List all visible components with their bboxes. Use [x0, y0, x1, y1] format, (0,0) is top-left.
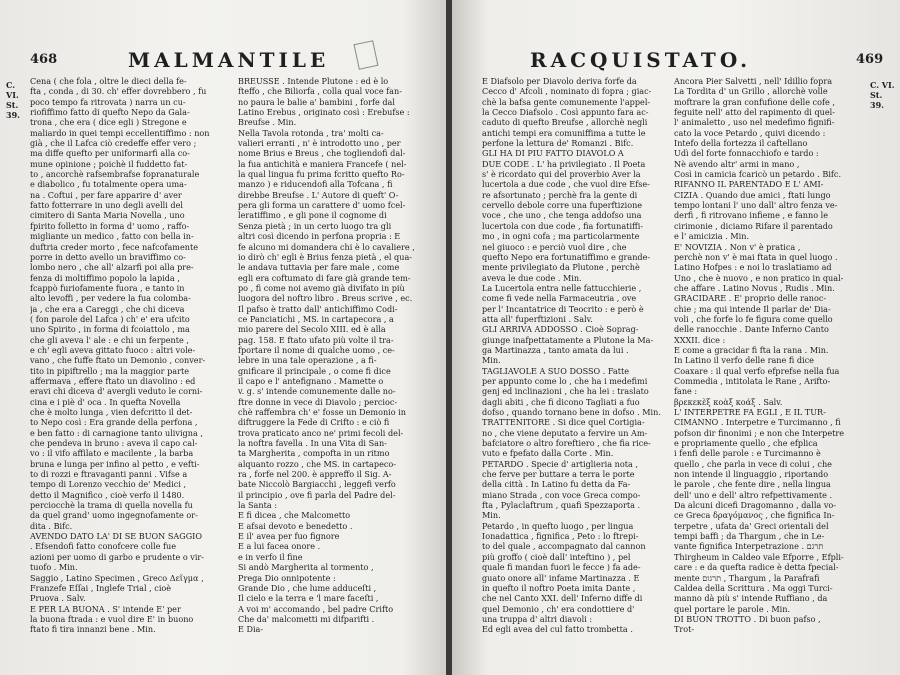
text-line: i fenfi delle parole : e Turcimanno è [674, 448, 821, 459]
text-line: per appunto come lo , che ha i medefimi [482, 375, 648, 386]
text-line: io dirò ch' egli è Brius fenza pietà , el qua- [238, 251, 413, 262]
text-line: e l' amicizia . Min. [674, 231, 750, 242]
text-line: pag. 158. E ftato ufato più volte il tra- [238, 334, 394, 345]
text-line: diftruggere la Fede di Crifto : e ciò fi [238, 417, 390, 428]
text-line: già , che il Lafca ciò credeffe effer vero ; [30, 138, 197, 149]
text-line: cato la voce Petardo , quivi dicendo : [674, 127, 826, 138]
text-line: in quefto il noftro Poeta imita Dante , [482, 582, 636, 593]
text-line: In Latino il verfo delle rane fi dice [674, 355, 814, 366]
text-line: pera gli forma un carattere d' uomo fcel- [238, 200, 406, 211]
text-line: BREUSSE . Intende Plutone : ed è lo [238, 76, 389, 86]
text-line: riofiffimo fatto di quefto Nepo da Gala- [30, 107, 190, 118]
text-line: quefto Nepo era fortunatiffimo e grande- [482, 251, 651, 262]
text-line: cimitero di Santa Maria Novella , uno [30, 210, 185, 221]
text-line: leratiffimo , e gli pone il cognome di [238, 210, 387, 221]
text-line: La Tordita d' un Grillo , allorchè volle [674, 86, 828, 97]
text-line: tito in pipiftrello ; ma la maggior parte [30, 365, 190, 376]
text-line: E' NOVIZIA . Non v' è pratica , [674, 241, 801, 252]
text-line: le parole , che fente dire , nella lingua [674, 479, 831, 490]
text-line: fcappò furiofamente fuora , e tanto in [30, 282, 185, 293]
text-line: bate Niccolò Bargiacchi , leggefi verfo [238, 479, 396, 490]
text-line: bruna e lunga per infino al petto , e vefti- [30, 458, 200, 469]
text-line: PETARDO . Specie d' artiglieria nota , [482, 458, 638, 469]
text-line: alto levoffi , per vedere la fua colomba- [30, 293, 191, 304]
text-line: na . Coftui , per fare apparire d' aver [30, 189, 182, 200]
left-column-1 [30, 76, 232, 635]
text-line: La Lucertola entra nelle fattucchierie , [482, 282, 642, 293]
text-line: lucertola con due code , fia fortunatiffi- [482, 220, 644, 231]
text-line: e propriamente quello , che efplica [674, 438, 818, 449]
text-line: fta , conda , di 30. ch' effer dovrebbero , fu [30, 86, 207, 97]
text-line: nel giuoco : e perciò vuol dire , che [482, 241, 627, 252]
text-line: Latino Hofpes : e noi lo traslatiamo ad [674, 262, 832, 273]
text-line: non intende il linguaggio , riportando [674, 469, 829, 480]
text-line: Il cielo e la terra e 'l mare faceſti , [238, 593, 379, 604]
text-line: ( fon parole del Lafca ) ch' e' era ufcito [30, 313, 190, 324]
text-line: Commedia , intitolata le Rane , Arifto- [674, 375, 831, 386]
right-column-2 [674, 76, 868, 635]
right-page [452, 0, 900, 675]
text-line: manzo ) e riducendofi alla Tofcana , fi [238, 179, 393, 190]
right-column-1 [482, 76, 668, 635]
text-line: atta all' fuperftizioni . Salv. [482, 313, 593, 324]
text-line: perchè non v' è mai ftata in quel luogo . [674, 251, 838, 262]
text-line: che ferve per buttare a terra le porte [482, 469, 635, 480]
text-line: Latino Erebus , originato così : Erebufse : [238, 107, 410, 118]
text-line: nome Brius e Breus , che togliendofi dal- [238, 148, 406, 159]
text-line: terpetre , ufata da' Greci orientali del [674, 520, 829, 531]
text-line: mente תרגום , Thargum , la Parafrafi [674, 572, 820, 583]
text-line: fportare il nome di qualche uomo , ce- [238, 344, 395, 355]
text-line: il principio , ove fi parla del Padre del- [238, 489, 396, 500]
text-line: eravi chi diceva d' avergli veduto le corni- [30, 386, 203, 397]
text-line: che gli aveva l' ale : e chi un ferpente , [30, 334, 189, 345]
text-line: Thirgheum in Caldeo vale Efporre , Efpli- [674, 551, 844, 562]
text-line: E PER LA BUONA . S' intende E' per [30, 603, 181, 614]
text-line: trova praticato anco ne' primi fecoli del- [238, 427, 404, 438]
text-line: βρεκεκὲξ κοὰξ κοάξ . Salv. [674, 396, 783, 407]
text-line: Cecco d' Afcoli , nominato di fopra ; giac- [482, 86, 652, 97]
text-line: mune opinione ; poichè il fuddetto fat- [30, 158, 188, 169]
text-line: genj ed inclinazioni , che ha lei : traslato [482, 386, 649, 397]
text-line: e ch' egli aveva gittato fuoco : altri vole- [30, 344, 196, 355]
text-line: come fi vede nella Farmaceutria , ove [482, 293, 637, 304]
text-line: chie ; ma qui intende Il parlar de' Dia- [674, 303, 831, 314]
text-line: quel portare le parole . Min. [674, 603, 791, 614]
text-line: ma diffe quefto per uniformarfi alla co- [30, 148, 190, 159]
text-line: affermava , effere ftato un diavolino : ed [30, 375, 196, 386]
text-line: DUE CODE . L' ha privilegiato . Il Poeta [482, 158, 646, 169]
text-line: la Santa : [238, 500, 277, 511]
text-line: mo , in ogni cofa ; ma particolarmente [482, 231, 640, 242]
text-line: altri così dicendo in perfona propria : E [238, 231, 401, 242]
text-line: . Efsendofi fatto conofcere colle fue [30, 541, 176, 552]
text-line: Breufse . Min. [238, 117, 297, 128]
text-line: poco tempo fa ritrovata ) narra un cu- [30, 96, 186, 107]
text-line: Si andò Margherita al tormento , [238, 562, 374, 573]
text-line: mente privilegiato da Plutone , perchè [482, 262, 640, 273]
text-line: tuofo . Min. [30, 562, 78, 573]
text-line: dofso , quando tornano bene in dofso . Min. [482, 407, 661, 417]
text-line: più groffo ( cioè dall' inteftino ) , pel [482, 551, 631, 562]
text-line: fane : [674, 386, 698, 397]
text-line: ra , forfe nel 200. è appreffo il Sig. A- [238, 469, 392, 480]
text-line: GLI HA DI PIU FATTO DIAVOLO A [482, 148, 624, 159]
text-line: che pendeva in bruno : aveva il capo cal- [30, 438, 198, 449]
text-line: Coaxare : il qual verfo efprefse nella fua [674, 365, 840, 376]
text-line: detto il Magnifico , cioè verfo il 1480. [30, 489, 185, 500]
text-line: migliante un medico , fatto con bella in- [30, 231, 194, 242]
text-line: po , fi come noi avemo già divifato in più [238, 282, 405, 293]
text-line: porre in detto avello un braviffimo co- [30, 251, 186, 262]
text-line: dagli abiti , che fi dicono Tagliati a fuo [482, 396, 640, 407]
text-line: Senza pietà ; in un certo luogo tra gli [238, 220, 392, 231]
text-line: Intefo della fortezza il caftellano [674, 138, 808, 149]
text-line: mio parere del Secolo XIII. ed è alla [238, 324, 386, 335]
text-line: egli era coftumato di fare già grande tem- [238, 272, 411, 283]
text-line: duftria creder morto , fece nafcofamente [30, 241, 199, 252]
text-line: Che da' malcometti mi difparifti . [238, 613, 375, 624]
text-line: no , che viene deputato a fervire un Am- [482, 427, 648, 438]
left-running-head: MALMANTILE [128, 48, 330, 72]
text-line: Pruova . Salv. [30, 593, 86, 604]
text-line: fta , Pylaclaftrum , quafi Spezzaporta . [482, 500, 641, 511]
text-line: Da alcuni dicefi Dragomanno , dalla vo- [674, 500, 837, 511]
text-line: la noftra favella . In una Vita di San- [238, 438, 387, 449]
text-line: chè raffembra ch' e' fosse un Demonio in [238, 407, 407, 417]
text-line: quel Demonio , ch' era condottiere d' [482, 603, 635, 614]
text-line: fe alcuno mi domandera chi è lo cavaliere , [238, 241, 415, 252]
text-line: valieri erranti , n' è introdotto uno , per [238, 138, 401, 149]
text-line: tempo lontani l' uno dall' altro fenza ve- [674, 200, 838, 211]
text-line: che affare . Latino Novus , Rudis . Min. [674, 282, 835, 293]
text-line: tempi baffi ; da Thargum , che in Le- [674, 531, 825, 542]
text-line: la fua antichità e maniera Francefe ( nel- [238, 158, 407, 169]
text-line: voli , che forfe lo fe figura come quello [674, 313, 833, 324]
text-line: alquanto rozzo , che MS. in cartapeco- [238, 458, 396, 469]
text-line: moftrare la gran confufione delle cofe , [674, 96, 835, 107]
text-line: TAGLIAVOLE A SUO DOSSO . Fatte [482, 365, 630, 376]
text-line: bafciatore o altro foreftiero , che fia rice- [482, 438, 651, 449]
text-line: perciocchè la trama di quella novella fu [30, 500, 193, 511]
text-line: giunge inafpettatamente a Plutone la Ma- [482, 334, 654, 345]
text-line: tempo di Lorenzo vecchio de' Medici , [30, 479, 187, 490]
text-line: Min. [482, 355, 501, 366]
text-line: ja , che era a Careggi , che chi diceva [30, 303, 185, 314]
text-line: fenza di moltiffimo popolo la lapida , [30, 272, 180, 283]
text-line: antichi tempi era comuniffima a tutte le [482, 127, 646, 138]
text-line: fpirito folletto in forma d' uomo , raffo- [30, 220, 190, 231]
left-side-note: C. VI. St. 39. [6, 80, 20, 120]
text-line: uno Spirito , in forma di fcoiattolo , ma [30, 324, 190, 335]
text-line: aveva le due code . Min. [482, 272, 582, 283]
text-line: il capo e l' antefignano . Mamette o [238, 375, 384, 386]
text-line: L' INTERPETRE FA EGLI , E IL TUR- [674, 407, 826, 417]
text-line: cirimonie , diciamo Rifare il parentado [674, 220, 833, 231]
text-line: Nè avendo altr' armi in mano , [674, 158, 800, 169]
text-line: e ben fatto : di carnagione tanto ulivigna , [30, 427, 203, 438]
text-line: luogora del noftro libro . Breus scrive , ec. [238, 293, 413, 304]
text-line: l' animaletto , uso nel medefimo fignifi- [674, 117, 835, 128]
text-line: ce Panciatichi , MS. in cartapecora , a [238, 313, 394, 324]
text-line: cina e i piè d' oca . In quefta Novella [30, 396, 181, 407]
text-line: to Nepo così : Era grande della perfona , [30, 417, 198, 428]
text-line: v. g. s' intende comunemente dalle no- [238, 386, 396, 397]
text-line: guato onore all' infame Martinazza . E [482, 572, 640, 583]
left-page-number: 468 [30, 52, 58, 67]
text-line: delle ranocchie . Dante Inferno Canto [674, 324, 829, 335]
text-line: una truppa d' altri diavoli : [482, 613, 593, 624]
text-line: AVENDO DATO LA' DI SE BUON SAGGIO [30, 531, 202, 542]
text-line: Trot- [674, 624, 695, 635]
text-line: GRACIDARE . E' proprio delle ranoc- [674, 293, 827, 304]
text-line: Udì del forte fonnacchiofo e tardo : [674, 148, 819, 159]
text-line: fatto fotterrare in uno degli avelli del [30, 200, 183, 211]
text-line: Ancora Pier Salvetti , nell' Idillio fopra [674, 76, 833, 86]
text-line: E a lui facea onore . [238, 541, 321, 552]
text-line: vano , che fuffe ftato un Demonio , conver- [30, 355, 206, 366]
text-line: le andava tuttavia per fare male , come [238, 262, 400, 273]
text-line: che nel Canto XXI. dell' Inferno diffe di [482, 593, 643, 604]
text-line: to del quale , accompagnato dal cannon [482, 541, 646, 552]
text-line: e in verfo il fine [238, 551, 303, 562]
text-line: chè la bafsa gente comunemente l'appel- [482, 96, 651, 107]
text-line: lucertola a due code , che vuol dire Efse- [482, 179, 650, 190]
text-line: della città . In Latino fu detta da Fa- [482, 479, 631, 490]
text-line: Saggio , Latino Specimen , Greco Δεῖγμα , [30, 572, 204, 583]
left-column-2 [238, 76, 440, 635]
text-line: E il' avea per fuo fignore [238, 531, 340, 542]
text-line: E Dia- [238, 624, 264, 635]
text-line: to , ancorchè rafsembrafse fopranaturale [30, 169, 200, 180]
text-line: manno dà più s' intende Ruffiano , da [674, 593, 828, 604]
text-line: vante fignifica Interpetrazione . תרגם [674, 541, 824, 552]
text-line: pofson dir finonimi ; e non che Interpetre [674, 427, 845, 438]
text-line: caduto di quefto Breufse , allorchè negli [482, 117, 648, 128]
text-line: Ed egli avea del cul fatto trombetta . [482, 624, 633, 635]
text-line: perfone la lettura de' Romanzi . Bifc. [482, 138, 634, 149]
text-line: no paura le balie a' bambini , forfe dal [238, 96, 395, 107]
right-side-note: C. VI. St. 39. [870, 80, 895, 110]
text-line: quello , che parla in vece di colui , che [674, 458, 832, 469]
text-line: Il pafso è tratto dall' antichiffimo Codi- [238, 303, 398, 314]
text-line: quale fi mandan fuori le fecce ) fa ade- [482, 562, 641, 573]
text-line: lombo nero , che all' alzarfi poi alla pre- [30, 262, 194, 273]
text-line: Prega Dio onnipotente : [238, 572, 336, 583]
text-line: CIMANNO . Interpetre e Turcimanno , fi [674, 417, 841, 428]
text-line: la qual lingua fu prima fcritto quefto Ro- [238, 169, 405, 180]
text-line: Franzefe Eſſai , Inglefe Trial , cioè [30, 582, 172, 593]
text-line: ta Margherita , compofta in un ritmo [238, 448, 390, 459]
text-line: Ionadattica , fignifica , Peto : lo ftrepi- [482, 531, 639, 542]
text-line: voce , che uno , che tenga addofso una [482, 210, 642, 221]
right-page-number: 469 [856, 52, 884, 67]
text-line: la buona ftrada : e vuol dire E' in buono [30, 613, 194, 624]
text-line: s' è ricordato qui del proverbio Aver la [482, 169, 641, 180]
text-line: maliardo in quei tempi eccellentiffimo : non [30, 127, 210, 138]
text-line: miano Strada , con voce Greca compo- [482, 489, 641, 500]
text-line: che è molto lunga , vien defcritto il det- [30, 407, 193, 417]
text-line: vo : il vifo affilato e macilente , la barba [30, 448, 194, 459]
text-line: RIFANNO IL PARENTADO E L' AMI- [674, 179, 824, 190]
text-line: A voi m' accomando , bel padre Crifto [238, 603, 394, 614]
text-line: ce Greca δραγόμανος , che fignifica In- [674, 510, 835, 521]
text-line: dell' uno e dell' altro refpettivamente . [674, 489, 833, 500]
text-line: fteffo , che Biliorfa , colla qual voce fan- [238, 86, 402, 97]
text-line: ga Martinazza , tanto amata da lui . [482, 344, 629, 355]
text-line: E Diafsolo per Diavolo deriva forfe da [482, 76, 637, 86]
text-line: trona , che era ( dice egli ) Stregone e [30, 117, 187, 128]
text-line: azioni per uomo di garbo e prudente o vir- [30, 551, 205, 562]
text-line: per l' Incantatrice di Teocrito : e però è [482, 303, 644, 314]
text-line: Min. [482, 510, 501, 521]
left-page [0, 0, 448, 675]
text-line: GLI ARRIVA ADDOSSO . Cioè Soprag- [482, 324, 639, 335]
text-line: CIZIA . Quando due amici , ftati lungo [674, 189, 831, 200]
text-line: E afsai devoto e benedetto . [238, 520, 353, 531]
right-running-head: RACQUISTATO. [530, 48, 752, 72]
text-line: E fi dicea , che Malcometto [238, 510, 351, 521]
text-line: gnificare il principale , o come fi dice [238, 365, 391, 376]
text-line: Così in camicia fcaricò un petardo . Bifc. [674, 169, 842, 180]
text-line: XXXII. dice : [674, 334, 726, 345]
text-line: ftre donne in vece di Diavolo ; percioc- [238, 396, 398, 407]
text-line: ftato fi tira innanzi bene . Min. [30, 624, 156, 635]
text-line: care : e da quefta radice è detta fpecial- [674, 562, 839, 573]
text-line: Grande Dio , che lume adduceſti , [238, 582, 377, 593]
text-line: feguite nell' atto del rapimento di quel- [674, 107, 835, 118]
text-line: to di rozzi e ftravaganti panni . Vifse a [30, 469, 188, 480]
text-line: E come a gracidar fi fta la rana . Min. [674, 344, 829, 355]
text-line: lebre in una tale operazione , a fi- [238, 355, 377, 366]
text-line: derfi , fi ritrovano infieme , e fanno le [674, 210, 829, 221]
text-line: Cena ( che fola , oltre le dieci della fe- [30, 76, 187, 86]
text-line: e diabolico , fu totalmente opera uma- [30, 179, 187, 190]
text-line: Uno , che è nuovo , e non pratico in qual- [674, 272, 844, 283]
text-line: la Cecco Diafsolo . Così appunto fara ac- [482, 107, 649, 118]
text-line: re afsortunato ; perchè fra la gente di [482, 189, 638, 200]
text-line: direbbe Breufse . L' Autore di queft' O- [238, 189, 399, 200]
text-line: DI BUON TROTTO . Di buon pafso , [674, 613, 821, 624]
text-line: dita . Bifc. [30, 520, 73, 531]
text-line: TRATTENITORE . Si dice quel Cortigia- [482, 417, 645, 428]
text-line: Caldea della Scrittura . Ma oggi Turci- [674, 582, 833, 593]
text-line: Nella Tavola rotonda , tra' molti ca- [238, 127, 384, 138]
text-line: Petardo , in quefto luogo , per lingua [482, 520, 634, 531]
text-line: da quel grand' uomo ingegnofamente or- [30, 510, 198, 521]
text-line: vuto e fpefato dalla Corte . Min. [482, 448, 614, 459]
text-line: cervello debole corre una fuperftizione [482, 200, 643, 211]
